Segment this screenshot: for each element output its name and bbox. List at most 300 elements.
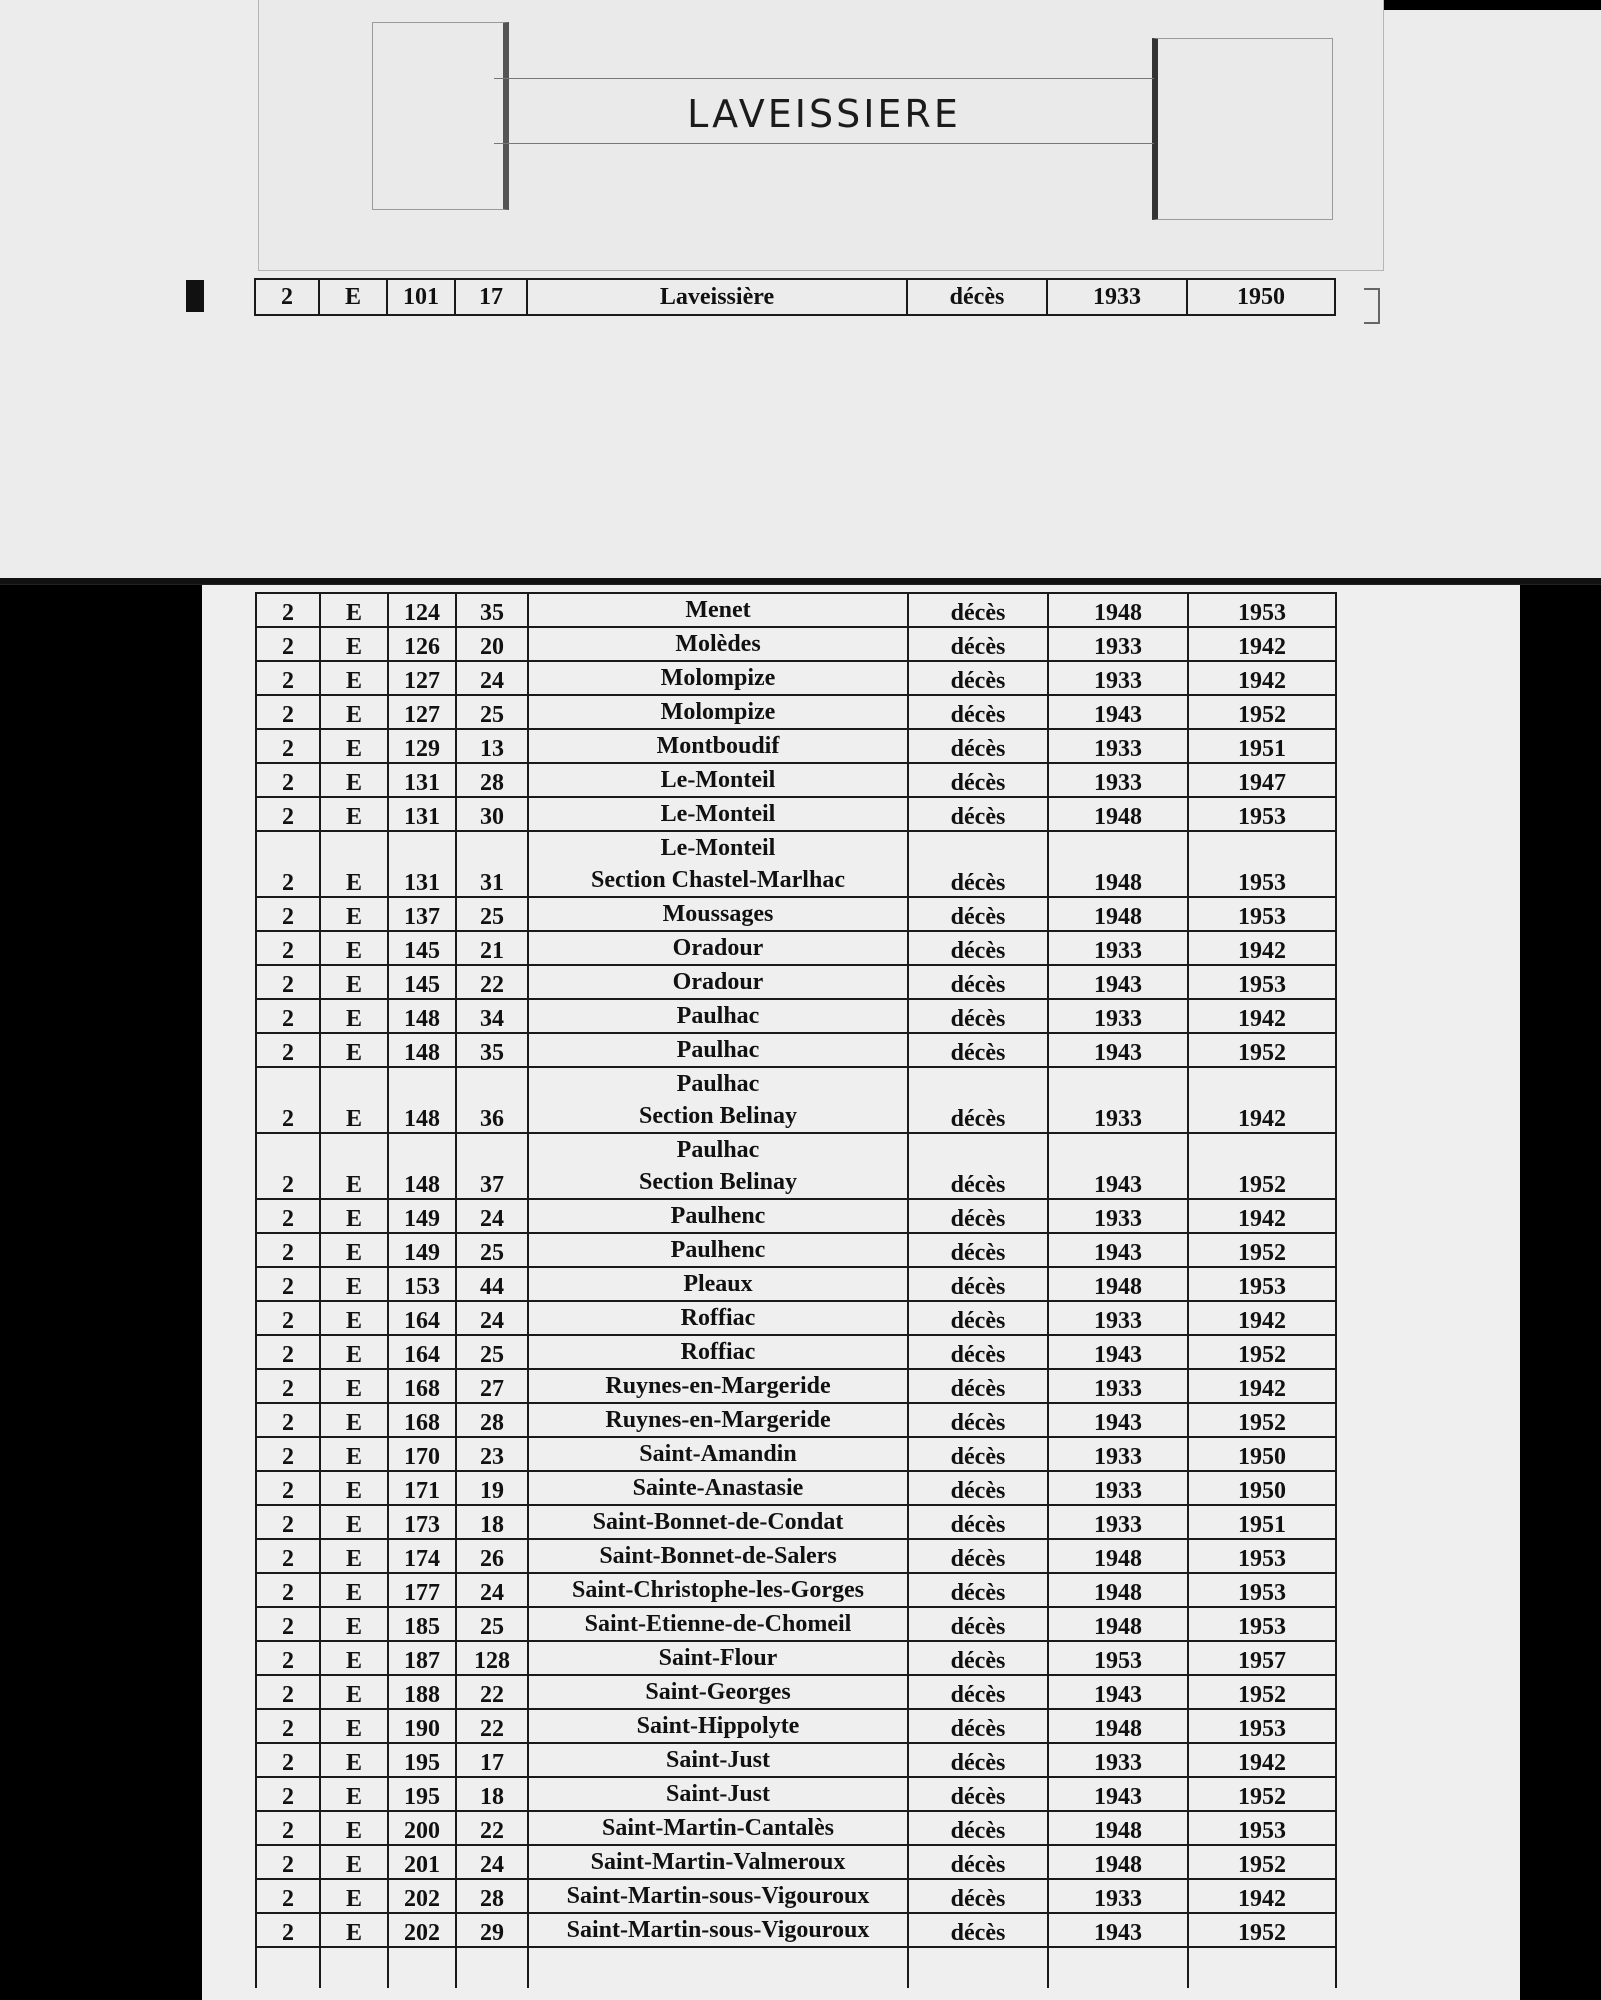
empty-cell	[320, 1947, 388, 1988]
cell-series: 2	[256, 1607, 320, 1641]
cell-record-type: décès	[908, 1437, 1048, 1471]
reference-commune-number: 101	[387, 279, 455, 315]
table-row	[256, 999, 1336, 1033]
cell-end-year: 1953	[1188, 1811, 1336, 1845]
cell-start-year: 1943	[1048, 695, 1188, 729]
cell-commune	[528, 1233, 908, 1267]
cell-end-year: 1953	[1188, 897, 1336, 931]
cell-end-year: 1953	[1188, 593, 1336, 627]
cell-series: 2	[256, 1743, 320, 1777]
cell-commune-number: 202	[388, 1879, 456, 1913]
cell-start-year: 1948	[1048, 593, 1188, 627]
commune-name: Saint-Bonnet-de-Condat	[592, 1509, 844, 1535]
table-row	[256, 729, 1336, 763]
commune-name: Montboudif	[656, 733, 780, 759]
card-tab-left	[372, 22, 509, 210]
cell-subseries: E	[320, 1845, 388, 1879]
empty-cell	[908, 1947, 1048, 1988]
index-card	[0, 0, 1601, 585]
cell-item-number: 25	[456, 1233, 528, 1267]
cell-start-year: 1943	[1048, 1133, 1188, 1199]
table-row	[256, 1267, 1336, 1301]
cell-record-type: décès	[908, 1539, 1048, 1573]
cell-subseries: E	[320, 1301, 388, 1335]
cell-subseries: E	[320, 729, 388, 763]
table-row	[256, 661, 1336, 695]
commune-name: Saint-Georges	[645, 1679, 791, 1705]
table-row	[256, 1335, 1336, 1369]
cell-start-year: 1943	[1048, 1675, 1188, 1709]
cell-record-type: décès	[908, 1199, 1048, 1233]
cell-record-type: décès	[908, 1067, 1048, 1133]
table-row	[256, 797, 1336, 831]
commune-name: Moussages	[662, 901, 774, 927]
cell-end-year: 1942	[1188, 1301, 1336, 1335]
cell-commune	[528, 1539, 908, 1573]
table-row	[256, 1845, 1336, 1879]
cell-commune	[528, 999, 908, 1033]
cell-start-year: 1933	[1048, 1743, 1188, 1777]
commune-name: Oradour	[672, 935, 764, 961]
cell-end-year: 1942	[1188, 1067, 1336, 1133]
cell-subseries: E	[320, 1879, 388, 1913]
cell-subseries: E	[320, 1233, 388, 1267]
table-row	[256, 593, 1336, 627]
reference-end-year: 1950	[1187, 279, 1335, 315]
cell-commune-number: 126	[388, 627, 456, 661]
commune-name: Oradour	[672, 969, 764, 995]
cell-item-number: 18	[456, 1777, 528, 1811]
empty-cell	[388, 1947, 456, 1988]
cell-subseries: E	[320, 1067, 388, 1133]
commune-name: Saint-Just	[665, 1747, 771, 1773]
cell-record-type: décès	[908, 1403, 1048, 1437]
cell-commune-number: 187	[388, 1641, 456, 1675]
cell-end-year: 1942	[1188, 1879, 1336, 1913]
cell-start-year: 1933	[1048, 763, 1188, 797]
cell-item-number: 25	[456, 1607, 528, 1641]
cell-item-number: 19	[456, 1471, 528, 1505]
cell-start-year: 1933	[1048, 1505, 1188, 1539]
cell-commune	[528, 729, 908, 763]
cell-end-year: 1950	[1188, 1471, 1336, 1505]
cell-commune	[528, 931, 908, 965]
reference-series: 2	[255, 279, 319, 315]
cell-commune-number: 177	[388, 1573, 456, 1607]
cell-end-year: 1952	[1188, 1777, 1336, 1811]
cell-subseries: E	[320, 1505, 388, 1539]
cell-series: 2	[256, 1539, 320, 1573]
cell-subseries: E	[320, 1811, 388, 1845]
cell-start-year: 1948	[1048, 1539, 1188, 1573]
cell-commune	[528, 965, 908, 999]
cell-item-number: 24	[456, 1845, 528, 1879]
cell-end-year: 1957	[1188, 1641, 1336, 1675]
cell-subseries: E	[320, 1133, 388, 1199]
cell-commune	[528, 695, 908, 729]
cell-item-number: 26	[456, 1539, 528, 1573]
cell-record-type: décès	[908, 1879, 1048, 1913]
commune-name: Paulhenc	[670, 1237, 766, 1263]
cell-item-number: 22	[456, 1675, 528, 1709]
cell-record-type: décès	[908, 627, 1048, 661]
cell-end-year: 1942	[1188, 931, 1336, 965]
cell-end-year: 1952	[1188, 1133, 1336, 1199]
empty-cell	[256, 1947, 320, 1988]
cell-commune-number: 153	[388, 1267, 456, 1301]
table-row	[256, 1505, 1336, 1539]
cell-commune	[528, 897, 908, 931]
cell-commune-number: 127	[388, 661, 456, 695]
cell-commune-number: 127	[388, 695, 456, 729]
cell-commune	[528, 1033, 908, 1067]
cell-series: 2	[256, 1369, 320, 1403]
cell-start-year: 1948	[1048, 1573, 1188, 1607]
cell-subseries: E	[320, 1437, 388, 1471]
cell-commune-number: 195	[388, 1743, 456, 1777]
cell-end-year: 1953	[1188, 1539, 1336, 1573]
commune-name: Molompize	[660, 699, 776, 725]
cell-start-year: 1948	[1048, 831, 1188, 897]
cell-subseries: E	[320, 1641, 388, 1675]
cell-start-year: 1948	[1048, 1845, 1188, 1879]
cell-start-year: 1933	[1048, 627, 1188, 661]
commune-name: Molompize	[660, 665, 776, 691]
cell-commune-number: 148	[388, 1067, 456, 1133]
table-row	[256, 1437, 1336, 1471]
table-row	[256, 695, 1336, 729]
cell-subseries: E	[320, 831, 388, 897]
cell-start-year: 1933	[1048, 1879, 1188, 1913]
table-row	[256, 627, 1336, 661]
table-row	[256, 1033, 1336, 1067]
cell-start-year: 1933	[1048, 661, 1188, 695]
table-row	[256, 1133, 1336, 1199]
reference-type: décès	[907, 279, 1047, 315]
commune-name: Saint-Etienne-de-Chomeil	[584, 1611, 852, 1637]
cell-commune	[528, 1607, 908, 1641]
cell-end-year: 1950	[1188, 1437, 1336, 1471]
cell-series: 2	[256, 1335, 320, 1369]
cell-series: 2	[256, 1913, 320, 1947]
cell-subseries: E	[320, 1607, 388, 1641]
card-edge	[0, 578, 1601, 584]
table-row	[256, 763, 1336, 797]
commune-name: Saint-Martin-Cantalès	[602, 1815, 834, 1841]
cell-start-year: 1933	[1048, 999, 1188, 1033]
cell-record-type: décès	[908, 1709, 1048, 1743]
cell-subseries: E	[320, 1471, 388, 1505]
cell-commune-number: 202	[388, 1913, 456, 1947]
cell-start-year: 1943	[1048, 1913, 1188, 1947]
cell-end-year: 1952	[1188, 695, 1336, 729]
cell-item-number: 18	[456, 1505, 528, 1539]
cell-item-number: 37	[456, 1133, 528, 1199]
cell-commune	[528, 1301, 908, 1335]
cell-start-year: 1943	[1048, 1033, 1188, 1067]
cell-record-type: décès	[908, 831, 1048, 897]
cell-subseries: E	[320, 931, 388, 965]
cell-commune-number: 170	[388, 1437, 456, 1471]
cell-end-year: 1952	[1188, 1845, 1336, 1879]
reference-commune: Laveissière	[527, 279, 907, 315]
cell-series: 2	[256, 1403, 320, 1437]
cell-series: 2	[256, 897, 320, 931]
cell-subseries: E	[320, 1573, 388, 1607]
cell-series: 2	[256, 661, 320, 695]
cell-series: 2	[256, 1811, 320, 1845]
cell-record-type: décès	[908, 1301, 1048, 1335]
table-row	[256, 1199, 1336, 1233]
commune-name: Paulhac	[676, 1137, 760, 1163]
commune-name: Pleaux	[683, 1271, 753, 1297]
cell-item-number: 28	[456, 1403, 528, 1437]
cell-end-year: 1952	[1188, 1335, 1336, 1369]
cell-series: 2	[256, 1845, 320, 1879]
cell-item-number: 28	[456, 763, 528, 797]
reference-subseries: E	[319, 279, 387, 315]
cell-start-year: 1948	[1048, 1267, 1188, 1301]
table-row	[256, 1641, 1336, 1675]
cell-commune	[528, 1675, 908, 1709]
cell-subseries: E	[320, 797, 388, 831]
cell-end-year: 1952	[1188, 1913, 1336, 1947]
cell-subseries: E	[320, 661, 388, 695]
table-row	[256, 1811, 1336, 1845]
cell-commune-number: 174	[388, 1539, 456, 1573]
commune-name: Molèdes	[675, 631, 761, 657]
cell-commune-number: 148	[388, 999, 456, 1033]
commune-name: Saint-Martin-Valmeroux	[590, 1849, 846, 1875]
cell-commune-number: 164	[388, 1301, 456, 1335]
cell-series: 2	[256, 1709, 320, 1743]
commune-name: Paulhac	[676, 1071, 760, 1097]
cell-commune-number: 145	[388, 931, 456, 965]
cell-subseries: E	[320, 1539, 388, 1573]
cell-series: 2	[256, 1233, 320, 1267]
cell-record-type: décès	[908, 1233, 1048, 1267]
cell-item-number: 24	[456, 1199, 528, 1233]
cell-series: 2	[256, 695, 320, 729]
cell-series: 2	[256, 831, 320, 897]
cell-start-year: 1943	[1048, 1403, 1188, 1437]
cell-end-year: 1947	[1188, 763, 1336, 797]
cell-series: 2	[256, 1067, 320, 1133]
cell-item-number: 34	[456, 999, 528, 1033]
cell-record-type: décès	[908, 1471, 1048, 1505]
cell-commune-number: 131	[388, 831, 456, 897]
cell-commune	[528, 661, 908, 695]
cell-subseries: E	[320, 897, 388, 931]
cell-record-type: décès	[908, 763, 1048, 797]
cell-start-year: 1948	[1048, 797, 1188, 831]
commune-name: Saint-Christophe-les-Gorges	[572, 1577, 864, 1603]
cell-commune	[528, 1777, 908, 1811]
cell-series: 2	[256, 1471, 320, 1505]
reference-table	[254, 278, 1336, 316]
cell-start-year: 1948	[1048, 1811, 1188, 1845]
cell-item-number: 25	[456, 695, 528, 729]
cell-record-type: décès	[908, 1335, 1048, 1369]
cell-item-number: 25	[456, 1335, 528, 1369]
cell-item-number: 24	[456, 1573, 528, 1607]
cell-record-type: décès	[908, 1675, 1048, 1709]
empty-cell	[1188, 1947, 1336, 1988]
cell-subseries: E	[320, 1777, 388, 1811]
cell-start-year: 1943	[1048, 1777, 1188, 1811]
cell-item-number: 13	[456, 729, 528, 763]
cell-start-year: 1948	[1048, 897, 1188, 931]
table-row	[256, 831, 1336, 897]
cell-record-type: décès	[908, 729, 1048, 763]
cell-commune-number: 168	[388, 1403, 456, 1437]
table-row	[256, 1539, 1336, 1573]
table-row	[256, 1743, 1336, 1777]
commune-name: Paulhenc	[670, 1203, 766, 1229]
cell-series: 2	[256, 1199, 320, 1233]
cell-commune-number: 190	[388, 1709, 456, 1743]
cell-subseries: E	[320, 1709, 388, 1743]
cell-start-year: 1933	[1048, 1199, 1188, 1233]
cell-end-year: 1942	[1188, 627, 1336, 661]
cell-commune	[528, 1879, 908, 1913]
cell-series: 2	[256, 1301, 320, 1335]
cell-subseries: E	[320, 593, 388, 627]
cell-subseries: E	[320, 1403, 388, 1437]
cell-end-year: 1942	[1188, 999, 1336, 1033]
cell-start-year: 1933	[1048, 1369, 1188, 1403]
cell-end-year: 1952	[1188, 1033, 1336, 1067]
cell-series: 2	[256, 729, 320, 763]
cell-record-type: décès	[908, 1267, 1048, 1301]
cell-item-number: 36	[456, 1067, 528, 1133]
cell-series: 2	[256, 931, 320, 965]
cell-item-number: 30	[456, 797, 528, 831]
cell-series: 2	[256, 1641, 320, 1675]
cell-commune	[528, 1709, 908, 1743]
table-row	[256, 1777, 1336, 1811]
cell-subseries: E	[320, 627, 388, 661]
cell-start-year: 1943	[1048, 965, 1188, 999]
cell-end-year: 1953	[1188, 1267, 1336, 1301]
cell-commune-number: 131	[388, 763, 456, 797]
table-row	[256, 897, 1336, 931]
table-row	[256, 1301, 1336, 1335]
cell-subseries: E	[320, 1743, 388, 1777]
cell-record-type: décès	[908, 1777, 1048, 1811]
cell-commune-number: 185	[388, 1607, 456, 1641]
cell-commune	[528, 1471, 908, 1505]
commune-name: Le-Monteil	[660, 801, 776, 827]
cell-commune-number: 164	[388, 1335, 456, 1369]
cell-commune	[528, 1133, 908, 1199]
cell-commune	[528, 1369, 908, 1403]
cell-item-number: 44	[456, 1267, 528, 1301]
cell-commune-number: 201	[388, 1845, 456, 1879]
cell-subseries: E	[320, 695, 388, 729]
empty-cell	[456, 1947, 528, 1988]
cell-commune-number: 188	[388, 1675, 456, 1709]
cell-end-year: 1953	[1188, 1607, 1336, 1641]
cell-record-type: décès	[908, 1573, 1048, 1607]
cell-subseries: E	[320, 965, 388, 999]
cell-end-year: 1953	[1188, 965, 1336, 999]
cell-record-type: décès	[908, 593, 1048, 627]
cell-commune	[528, 1573, 908, 1607]
cell-record-type: décès	[908, 1641, 1048, 1675]
commune-name: Ruynes-en-Margeride	[605, 1407, 831, 1433]
cell-end-year: 1952	[1188, 1675, 1336, 1709]
table-row	[256, 1913, 1336, 1947]
cell-series: 2	[256, 965, 320, 999]
commune-name: Menet	[685, 597, 751, 623]
cell-end-year: 1942	[1188, 1369, 1336, 1403]
cell-series: 2	[256, 593, 320, 627]
cell-start-year: 1933	[1048, 1301, 1188, 1335]
cell-subseries: E	[320, 1033, 388, 1067]
cell-record-type: décès	[908, 695, 1048, 729]
cell-record-type: décès	[908, 797, 1048, 831]
cell-item-number: 23	[456, 1437, 528, 1471]
cell-subseries: E	[320, 1369, 388, 1403]
cell-record-type: décès	[908, 897, 1048, 931]
reference-clip	[1364, 288, 1380, 324]
reference-marker	[186, 280, 204, 312]
cell-commune-number: 145	[388, 965, 456, 999]
table-row	[256, 965, 1336, 999]
commune-name: Roffiac	[680, 1339, 756, 1365]
cell-series: 2	[256, 763, 320, 797]
empty-row	[256, 1947, 1336, 1988]
cell-end-year: 1951	[1188, 1505, 1336, 1539]
commune-name: Saint-Bonnet-de-Salers	[599, 1543, 837, 1569]
cell-end-year: 1942	[1188, 661, 1336, 695]
cell-commune	[528, 797, 908, 831]
cell-commune-number: 148	[388, 1033, 456, 1067]
cell-commune-number: 168	[388, 1369, 456, 1403]
table-row	[256, 1067, 1336, 1133]
cell-commune-number: 124	[388, 593, 456, 627]
cell-record-type: décès	[908, 1133, 1048, 1199]
cell-subseries: E	[320, 1267, 388, 1301]
cell-item-number: 31	[456, 831, 528, 897]
cell-start-year: 1948	[1048, 1709, 1188, 1743]
cell-series: 2	[256, 999, 320, 1033]
cell-commune	[528, 1811, 908, 1845]
cell-item-number: 24	[456, 1301, 528, 1335]
commune-name: Saint-Amandin	[639, 1441, 797, 1467]
cell-record-type: décès	[908, 1033, 1048, 1067]
commune-name: Le-Monteil	[660, 767, 776, 793]
cell-end-year: 1953	[1188, 1573, 1336, 1607]
cell-record-type: décès	[908, 1743, 1048, 1777]
table-row	[256, 1709, 1336, 1743]
cell-commune	[528, 1335, 908, 1369]
cell-end-year: 1952	[1188, 1403, 1336, 1437]
cell-record-type: décès	[908, 1913, 1048, 1947]
scan-border	[0, 1780, 16, 2000]
card-notch	[1384, 0, 1601, 10]
reference-row	[255, 279, 1335, 315]
cell-commune	[528, 763, 908, 797]
cell-item-number: 22	[456, 965, 528, 999]
table-row	[256, 1471, 1336, 1505]
cell-end-year: 1942	[1188, 1743, 1336, 1777]
reference-item-number: 17	[455, 279, 527, 315]
cell-start-year: 1933	[1048, 1471, 1188, 1505]
cell-commune-number: 173	[388, 1505, 456, 1539]
cell-end-year: 1953	[1188, 1709, 1336, 1743]
